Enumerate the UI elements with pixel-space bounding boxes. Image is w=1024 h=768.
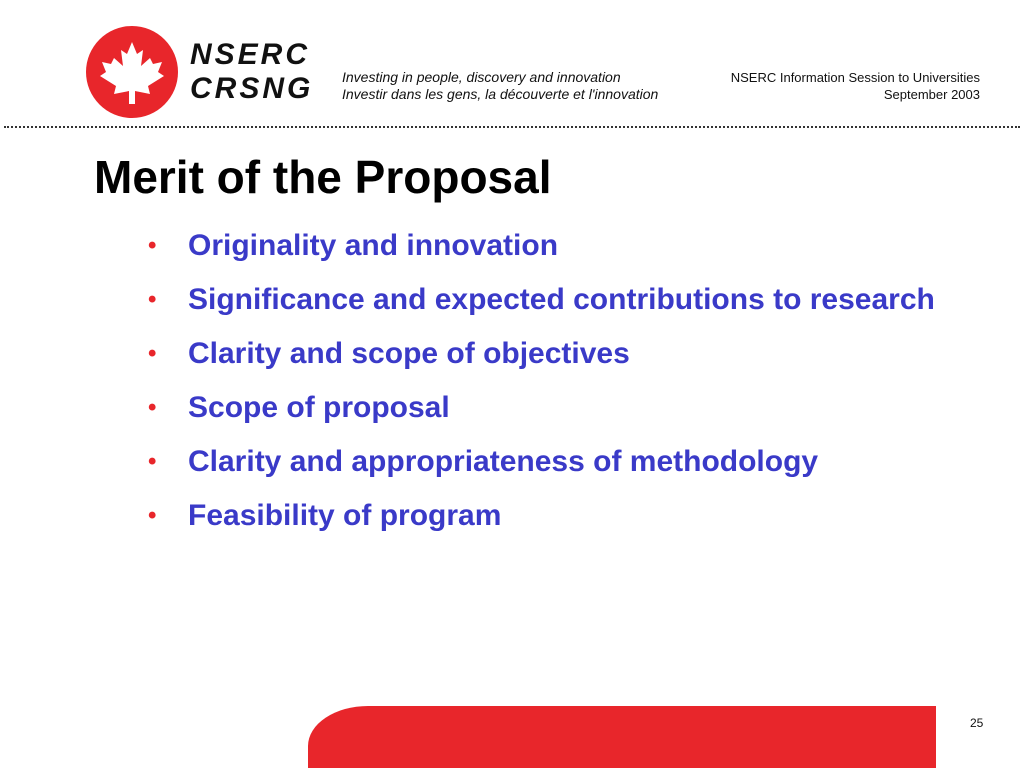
footer-red-band <box>308 706 936 768</box>
bullet-item <box>148 496 938 536</box>
bullet-text: Feasibility of program <box>188 499 502 532</box>
bullet-list <box>148 226 938 550</box>
bullet-item <box>148 226 938 266</box>
bullet-text: Clarity and scope of objectives <box>188 337 630 370</box>
bullet-marker: • <box>148 502 157 529</box>
bullet-item <box>148 388 938 428</box>
header-divider <box>4 126 1020 128</box>
session-title: NSERC Information Session to Universities <box>730 70 980 85</box>
bullet-marker: • <box>148 394 157 421</box>
bullet-text: Significance and expected contributions to research <box>188 283 935 316</box>
logo-text-crsng: CRSNG <box>190 72 314 105</box>
bullet-text: Clarity and appropriateness of methodology <box>188 445 819 478</box>
session-info <box>731 69 980 103</box>
bullet-marker: • <box>148 340 157 367</box>
maple-leaf-icon <box>86 26 178 118</box>
bullet-marker: • <box>148 448 157 475</box>
page-number: 25 <box>970 716 984 730</box>
bullet-text: Scope of proposal <box>188 391 450 424</box>
bullet-item <box>148 334 938 374</box>
logo-text-nserc: NSERC <box>190 38 311 71</box>
tagline-french: Investir dans les gens, la découverte et l'innovation <box>342 86 659 102</box>
bullet-item <box>148 280 938 320</box>
slide-title: Merit of the Proposal <box>94 151 552 203</box>
session-date: September 2003 <box>883 87 980 102</box>
bullet-marker: • <box>148 286 157 313</box>
bullet-text: Originality and innovation <box>188 229 559 262</box>
bullet-marker: • <box>148 232 157 259</box>
tagline-english: Investing in people, discovery and innovation <box>342 69 621 85</box>
bullet-item <box>148 442 938 482</box>
logo <box>86 26 178 118</box>
